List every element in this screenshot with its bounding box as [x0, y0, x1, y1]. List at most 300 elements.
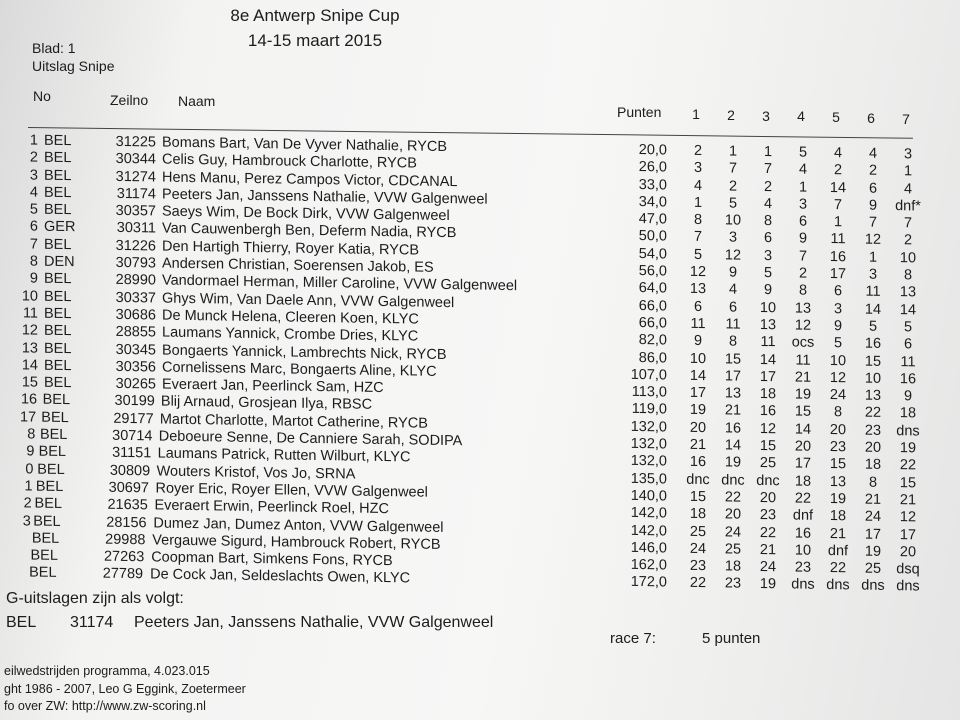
row-race-4: 18 [794, 473, 812, 490]
row-race-1: 4 [693, 177, 703, 194]
row-race-3: 2 [763, 178, 773, 195]
row-sail-number: 30686 [115, 306, 156, 324]
row-nationality: BEL [30, 547, 58, 565]
row-race-2: 13 [724, 385, 742, 402]
row-crew-name: Vergauwe Sigurd, Hambrouck Robert, RYCB [152, 532, 441, 553]
row-nationality: BEL [44, 132, 72, 150]
row-race-2: 18 [724, 558, 742, 575]
row-race-2: 22 [724, 489, 742, 506]
row-race-4: dns [791, 576, 815, 594]
row-crew-name: Laumans Yannick, Crombe Dries, KLYC [162, 324, 419, 345]
row-race-4: 15 [794, 403, 812, 421]
row-rank: 3 [29, 167, 38, 184]
row-points: 20,0 [638, 142, 667, 159]
row-nationality: GER [44, 219, 76, 236]
row-rank: 16 [20, 391, 38, 409]
race-points: 5 punten [702, 630, 761, 647]
row-rank: 11 [22, 305, 38, 322]
row-race-2: dnc [721, 471, 745, 489]
row-race-7: dnf* [895, 197, 921, 215]
row-race-2: 5 [728, 195, 738, 212]
row-race-1: 12 [689, 263, 707, 281]
row-race-6: 1 [868, 249, 878, 266]
program-info: eilwedstrijden programma, 4.023.015 [4, 664, 210, 678]
row-race-6: 15 [864, 353, 882, 370]
row-race-6: 18 [864, 456, 882, 474]
row-nationality: BEL [41, 409, 69, 426]
row-race-3: 7 [763, 161, 773, 178]
row-race-3: 10 [759, 299, 777, 316]
row-rank: 2 [23, 495, 32, 512]
row-sail-number: 30697 [108, 479, 149, 497]
row-race-3: 21 [759, 541, 777, 559]
row-nationality: BEL [44, 305, 72, 323]
row-race-2: 23 [724, 575, 742, 593]
row-crew-name: Coopman Bart, Simkens Fons, RYCB [151, 549, 393, 570]
row-nationality: BEL [42, 392, 71, 409]
row-crew-name: Blij Arnaud, Grosjean Ilya, RBSC [160, 393, 373, 414]
row-sail-number: 31226 [115, 237, 156, 255]
column-header-no: No [33, 88, 51, 104]
row-race-5: 6 [833, 283, 843, 300]
row-race-7: 19 [899, 440, 917, 457]
row-race-2: 3 [728, 229, 738, 247]
row-points: 132,0 [630, 453, 667, 470]
row-race-5: 4 [833, 145, 843, 162]
g-results-title: G-uitslagen zijn als volgt: [6, 590, 184, 607]
g-sail: 31174 [70, 614, 114, 631]
row-rank: 2 [29, 149, 38, 166]
row-crew-name: Ghys Wim, Van Daele Ann, VVW Galgenweel [162, 290, 455, 311]
row-rank: 17 [20, 409, 37, 426]
event-dates: 14-15 maart 2015 [247, 31, 383, 50]
row-sail-number: 30199 [114, 393, 155, 410]
row-nationality: BEL [35, 478, 64, 495]
row-race-7: 6 [903, 336, 913, 353]
row-race-4: 10 [794, 542, 812, 559]
row-race-4: dnf [792, 507, 814, 525]
row-race-5: dnf [827, 542, 849, 560]
row-race-7: 4 [903, 180, 913, 197]
row-nationality: BEL [44, 340, 72, 357]
row-race-4: 3 [798, 196, 808, 213]
row-crew-name: Bongaerts Yannick, Lambrechts Nick, RYCB [162, 342, 447, 363]
website-info: fo over ZW: http://www.zw-scoring.nl [4, 699, 206, 713]
row-crew-name: Celis Guy, Hambrouck Charlotte, RYCB [162, 151, 417, 172]
column-header-race-3: 3 [762, 107, 770, 124]
row-race-1: 8 [693, 212, 703, 229]
row-race-7: 15 [899, 474, 917, 492]
row-race-4: 2 [798, 265, 808, 282]
row-race-6: 20 [864, 439, 882, 456]
row-race-1: 6 [693, 298, 703, 315]
sheet-number: Blad: 1 [32, 40, 76, 56]
copyright-info: ght 1986 - 2007, Leo G Eggink, Zoetermeer [4, 682, 246, 696]
row-crew-name: Martot Charlotte, Martot Catherine, RYCB [159, 411, 428, 432]
row-race-3: 24 [759, 559, 777, 576]
row-race-2: 7 [728, 160, 738, 177]
row-sail-number: 30345 [115, 341, 156, 359]
row-points: 33,0 [638, 176, 667, 194]
row-sail-number: 29988 [105, 531, 146, 549]
row-race-1: 19 [689, 402, 707, 419]
row-race-1: 17 [689, 384, 707, 402]
row-race-1: 24 [689, 540, 707, 557]
g-nat: BEL [6, 614, 37, 631]
row-race-7: dns [896, 578, 920, 595]
column-header-points: Punten [617, 104, 662, 120]
row-race-6: 9 [868, 197, 878, 214]
row-rank: 1 [24, 478, 33, 495]
row-rank: 14 [21, 357, 38, 374]
row-nationality: BEL [44, 201, 72, 219]
row-nationality: BEL [44, 322, 72, 340]
row-race-5: 10 [829, 352, 847, 369]
row-crew-name: De Munck Helena, Cleeren Koen, KLYC [162, 307, 419, 328]
row-points: 140,0 [630, 487, 667, 505]
row-points: 56,0 [638, 263, 667, 280]
row-race-1: 23 [689, 557, 707, 575]
row-sail-number: 21635 [107, 496, 148, 514]
row-sail-number: 30809 [109, 462, 151, 479]
row-race-1: 9 [693, 333, 703, 350]
row-race-6: 22 [864, 405, 882, 422]
row-crew-name: Everaert Erwin, Peerlinck Roel, HZC [154, 497, 389, 518]
row-race-1: 5 [693, 246, 703, 263]
row-race-6: 2 [868, 162, 878, 180]
row-points: 162,0 [630, 557, 667, 574]
row-race-2: 14 [724, 437, 742, 454]
row-race-5: 5 [833, 335, 843, 352]
race-note [610, 630, 761, 647]
row-race-6: 8 [868, 474, 878, 491]
row-nationality: BEL [38, 443, 67, 461]
row-race-1: 2 [693, 142, 703, 160]
row-nationality: BEL [34, 495, 62, 513]
column-header-sail: Zeilno [110, 92, 149, 108]
row-points: 66,0 [638, 297, 667, 315]
row-race-5: 9 [833, 318, 843, 335]
row-race-2: 12 [724, 247, 742, 264]
row-race-5: 12 [829, 369, 847, 387]
row-sail-number: 28990 [115, 272, 156, 289]
row-points: 66,0 [638, 315, 667, 332]
row-points: 107,0 [630, 366, 667, 384]
row-points: 142,0 [630, 522, 667, 540]
row-race-4: 9 [798, 231, 808, 248]
row-race-7: 12 [899, 509, 917, 526]
row-race-3: 20 [759, 489, 777, 507]
row-crew-name: Laumans Patrick, Rutten Wilburt, KLYC [157, 445, 411, 466]
row-race-1: 14 [689, 367, 707, 384]
row-race-6: 19 [864, 543, 882, 560]
row-race-6: 6 [868, 180, 878, 197]
row-nationality: BEL [44, 357, 72, 374]
g-name: Peeters Jan, Janssens Nathalie, VVW Galgenweel [134, 614, 494, 631]
row-race-3: 4 [763, 195, 773, 213]
row-race-1: 1 [693, 194, 703, 211]
row-sail-number: 30356 [115, 358, 156, 376]
row-race-3: 15 [759, 437, 777, 455]
row-race-3: 22 [759, 524, 777, 541]
row-crew-name: Saeys Wim, De Bock Dirk, VVW Galgenweel [162, 203, 450, 225]
row-race-6: 10 [864, 370, 882, 387]
row-race-3: 16 [759, 403, 777, 420]
row-race-7: 14 [899, 301, 917, 319]
row-race-7: 8 [903, 267, 913, 284]
row-crew-name: Everaert Jan, Peerlinck Sam, HZC [162, 376, 384, 397]
row-race-2: 15 [724, 350, 742, 368]
row-crew-name: Van Cauwenbergh Ben, Deferm Nadia, RYCB [162, 221, 457, 242]
row-points: 135,0 [630, 470, 667, 488]
row-race-7: 20 [899, 543, 917, 561]
row-race-6: 24 [864, 508, 882, 526]
row-sail-number: 27789 [102, 566, 144, 583]
row-race-3: 6 [763, 230, 773, 247]
row-race-3: 3 [763, 247, 773, 264]
row-race-6: 23 [864, 422, 882, 439]
row-race-7: 22 [899, 457, 917, 474]
g-result-row [6, 614, 494, 632]
row-crew-name: Bomans Bart, Van De Vyver Nathalie, RYCB [162, 134, 448, 156]
column-header-race-4: 4 [797, 108, 805, 125]
row-race-7: 21 [899, 492, 917, 509]
row-crew-name: Deboeure Senne, De Canniere Sarah, SODIPA [158, 428, 463, 450]
row-race-4: 7 [798, 248, 808, 265]
row-race-1: 13 [689, 281, 707, 298]
row-race-2: 24 [724, 523, 742, 541]
row-race-3: 12 [759, 420, 777, 437]
row-race-4: 21 [794, 369, 812, 386]
row-crew-name: Den Hartigh Thierry, Royer Katia, RYCB [162, 238, 420, 259]
row-nationality: BEL [44, 184, 72, 202]
row-points: 142,0 [630, 505, 667, 522]
row-race-7: dns [896, 422, 920, 440]
row-rank: 4 [29, 184, 38, 201]
row-race-1: 22 [689, 575, 707, 592]
row-race-2: 20 [724, 506, 742, 523]
row-race-3: 5 [763, 265, 773, 282]
row-race-3: 8 [763, 213, 773, 230]
row-rank: 15 [21, 374, 38, 391]
results-subtitle: Uitslag Snipe [32, 58, 115, 74]
row-race-1: 21 [689, 436, 707, 454]
results-table [0, 132, 940, 596]
row-race-6: 11 [865, 283, 881, 301]
row-race-7: 7 [903, 215, 913, 232]
row-nationality: DEN [44, 253, 75, 271]
row-race-6: 16 [864, 335, 882, 353]
row-race-5: dns [826, 577, 850, 594]
row-sail-number: 27263 [103, 548, 145, 566]
row-race-7: 5 [903, 319, 913, 336]
row-race-6: 14 [864, 301, 882, 318]
row-race-3: 1 [763, 144, 773, 161]
row-sail-number: 30265 [115, 375, 156, 393]
row-race-2: 6 [728, 299, 738, 316]
row-race-5: 20 [829, 421, 847, 439]
row-sail-number: 30337 [115, 289, 156, 307]
row-nationality: BEL [44, 271, 72, 288]
row-rank: 10 [21, 288, 38, 305]
row-points: 26,0 [638, 159, 667, 176]
row-nationality: BEL [29, 564, 57, 582]
row-race-4: 12 [794, 317, 812, 334]
row-crew-name: Royer Eric, Royer Ellen, VVW Galgenweel [155, 480, 428, 501]
row-race-6: 3 [868, 266, 878, 283]
row-race-5: 13 [829, 473, 847, 490]
row-race-7: 11 [900, 353, 916, 370]
event-title: 8e Antwerp Snipe Cup [230, 6, 400, 25]
row-race-5: 14 [829, 179, 847, 196]
row-race-5: 1 [833, 214, 843, 231]
row-race-1: 11 [690, 315, 706, 333]
row-race-2: 10 [724, 212, 742, 229]
row-rank: 5 [29, 201, 38, 218]
row-race-6: 7 [868, 214, 878, 231]
row-race-6: 4 [868, 145, 878, 162]
row-race-5: 22 [829, 560, 847, 577]
row-race-7: dsq [896, 561, 920, 578]
row-sail-number: 30793 [115, 254, 156, 272]
row-race-4: 20 [794, 438, 812, 455]
row-points: 132,0 [630, 435, 667, 453]
row-rank: 8 [27, 426, 36, 443]
column-header-name: Naam [178, 93, 216, 109]
row-nationality: BEL [44, 149, 72, 167]
row-race-4: 11 [795, 352, 811, 369]
row-rank: 8 [29, 253, 38, 270]
row-race-7: 18 [899, 405, 917, 422]
row-race-1: 16 [689, 454, 707, 471]
column-header-race-1: 1 [692, 106, 700, 122]
row-race-4: ocs [791, 334, 815, 352]
row-race-3: 9 [763, 282, 773, 299]
column-header-race-6: 6 [867, 110, 875, 126]
row-race-1: 18 [689, 506, 707, 523]
row-rank: 0 [25, 461, 34, 478]
row-crew-name: Wouters Kristof, Vos Jo, SRNA [156, 463, 356, 483]
row-nationality: BEL [37, 461, 65, 478]
row-race-2: 17 [724, 368, 742, 385]
row-race-5: 8 [833, 404, 843, 421]
row-race-2: 4 [728, 281, 738, 298]
row-points: 146,0 [630, 539, 667, 557]
row-nationality: BEL [39, 426, 68, 444]
row-points: 64,0 [638, 280, 667, 297]
row-sail-number: 31274 [115, 168, 156, 186]
row-race-5: 18 [829, 508, 847, 525]
row-race-5: 23 [829, 439, 847, 456]
row-race-4: 5 [798, 144, 808, 161]
row-sail-number: 28855 [115, 324, 156, 341]
row-race-3: 19 [759, 576, 777, 593]
row-race-1: dnc [686, 471, 710, 488]
row-race-6: 13 [864, 387, 882, 404]
column-header-race-7: 7 [902, 110, 910, 127]
row-race-6: 17 [864, 526, 882, 543]
row-rank: 9 [26, 443, 35, 460]
row-nationality: BEL [44, 167, 72, 184]
row-race-7: 17 [899, 526, 917, 543]
row-race-2: 25 [724, 541, 742, 558]
row-race-3: dnc [756, 472, 780, 489]
row-rank: 1 [29, 132, 38, 149]
row-race-4: 23 [794, 559, 812, 576]
row-rank: 3 [22, 512, 31, 530]
row-points: 54,0 [638, 245, 667, 263]
row-race-3: 11 [760, 334, 776, 351]
row-race-5: 16 [829, 248, 847, 266]
row-race-4: 19 [794, 386, 812, 403]
row-race-4: 14 [794, 421, 812, 438]
row-race-2: 21 [724, 402, 742, 420]
row-nationality: BEL [33, 513, 61, 530]
row-race-7: 10 [899, 249, 917, 267]
row-crew-name: Peeters Jan, Janssens Nathalie, VVW Galgenweel [162, 186, 488, 208]
row-race-1: 7 [693, 229, 703, 246]
row-crew-name: Dumez Jan, Dumez Anton, VVW Galgenweel [153, 514, 444, 536]
row-race-2: 11 [725, 316, 741, 333]
row-race-5: 7 [833, 196, 843, 214]
row-race-6: 5 [868, 318, 878, 335]
row-race-2: 8 [728, 333, 738, 350]
row-points: 50,0 [638, 228, 667, 245]
row-rank: 7 [29, 236, 38, 253]
row-race-2: 19 [724, 454, 742, 471]
row-race-3: 17 [759, 368, 777, 386]
row-sail-number: 31174 [116, 185, 156, 203]
row-race-4: 1 [798, 179, 808, 196]
row-rank: 13 [21, 339, 38, 357]
row-rank: 12 [21, 322, 38, 339]
row-sail-number: 31151 [112, 445, 152, 462]
row-race-1: 10 [689, 350, 707, 367]
row-points: 86,0 [638, 349, 667, 367]
row-race-5: 21 [829, 525, 847, 542]
row-sail-number: 28156 [106, 514, 147, 531]
row-race-1: 15 [689, 488, 707, 506]
column-header-race-5: 5 [832, 109, 840, 126]
row-race-2: 9 [728, 264, 738, 281]
row-points: 34,0 [638, 193, 667, 211]
row-race-3: 23 [759, 507, 777, 524]
row-race-4: 17 [794, 455, 812, 473]
row-race-1: 25 [689, 523, 707, 540]
column-header-race-2: 2 [727, 106, 735, 123]
row-points: 119,0 [631, 401, 667, 418]
row-race-1: 20 [689, 419, 707, 436]
row-race-5: 17 [829, 266, 847, 283]
row-race-7: 13 [899, 284, 917, 301]
row-race-5: 2 [833, 162, 843, 179]
row-crew-name: Hens Manu, Perez Campos Victor, CDCANAL [162, 169, 458, 190]
row-race-7: 2 [903, 232, 913, 249]
row-race-6: 12 [864, 232, 882, 249]
row-nationality: BEL [44, 374, 72, 392]
row-race-3: 13 [759, 316, 777, 334]
row-race-7: 1 [903, 163, 913, 180]
row-race-5: 3 [833, 300, 843, 317]
row-race-4: 4 [798, 161, 808, 178]
row-crew-name: De Cock Jan, Seldeslachts Owen, KLYC [150, 566, 411, 587]
row-rank: 6 [29, 218, 38, 236]
row-race-4: 22 [794, 490, 812, 507]
row-race-4: 8 [798, 282, 808, 300]
row-race-5: 24 [829, 387, 847, 404]
row-race-2: 1 [728, 143, 738, 160]
row-race-3: 14 [759, 351, 777, 368]
